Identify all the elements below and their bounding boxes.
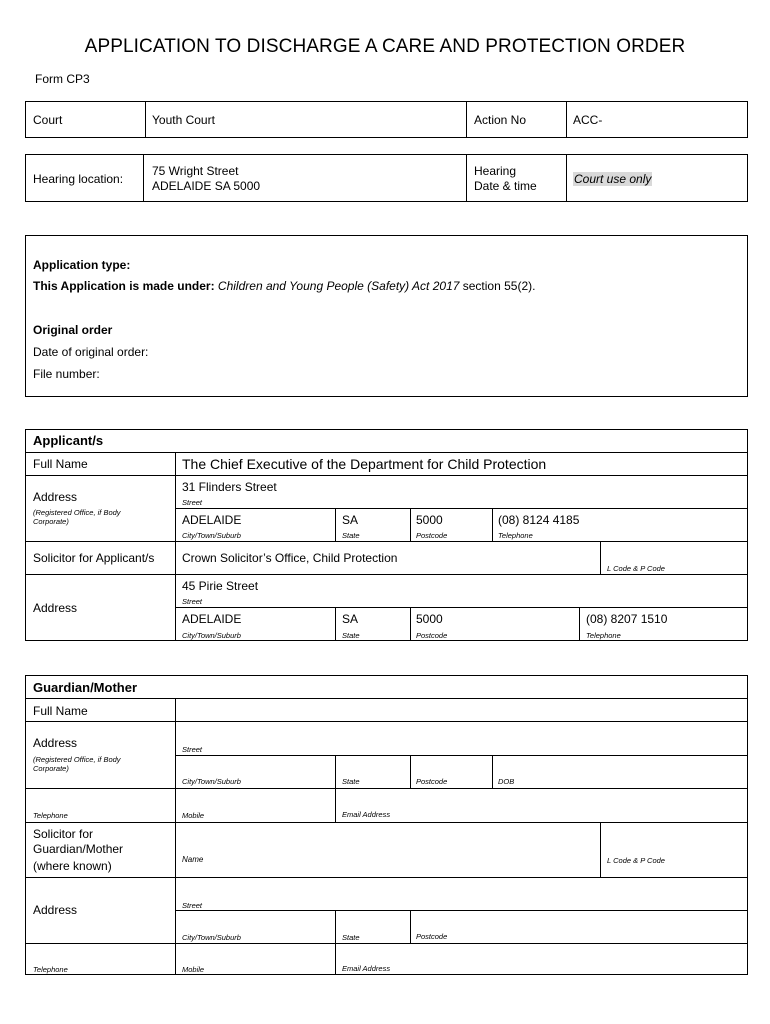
page-title: APPLICATION TO DISCHARGE A CARE AND PROTECTION ORDER [84, 36, 686, 57]
applicant-postcode[interactable]: 5000 [416, 513, 443, 527]
file-number-label: File number: [33, 367, 100, 381]
guardian-city-label: City/Town/Suburb [182, 777, 241, 786]
applicant-sol-telephone[interactable]: (08) 8207 1510 [586, 612, 668, 626]
made-under-line: This Application is made under: Children and Young People (Safety) Act 2017 section 55(2). [33, 279, 536, 293]
action-no-value[interactable]: ACC- [573, 113, 603, 127]
hearing-location-label: Hearing location: [33, 172, 124, 186]
hearing-dt-line2: Date & time [474, 179, 537, 193]
guardian-sol-state-label: State [342, 933, 360, 942]
applicant-sol-state[interactable]: SA [342, 612, 359, 626]
applicant-sol-street-label: Street [182, 597, 203, 606]
hearing-location-line1: 75 Wright Street [152, 164, 239, 178]
guardian-postcode-label: Postcode [416, 777, 448, 786]
guardian-address-note: (Registered Office, if Body Corporate) [33, 755, 121, 773]
guardian-state-label: State [342, 777, 360, 786]
guardian-sol-address-label: Address [33, 903, 78, 917]
applicant-address-note: (Registered Office, if Body Corporate) [33, 508, 121, 526]
applicant-sol-address-label: Address [33, 601, 78, 615]
act-section: section 55(2). [459, 279, 536, 293]
applicant-sol-city[interactable]: ADELAIDE [182, 612, 242, 626]
guardian-sol-mobile-label: Mobile [182, 965, 205, 974]
applicant-street-label: Street [182, 498, 203, 507]
applicant-sol-telephone-label: Telephone [586, 631, 621, 640]
guardian-address-label: Address [33, 736, 78, 750]
guardian-full-name-label: Full Name [33, 704, 88, 718]
act-name: Children and Young People (Safety) Act 2017 [217, 279, 460, 293]
court-value[interactable]: Youth Court [152, 113, 215, 127]
applicant-telephone-label: Telephone [498, 531, 533, 540]
applicant-state-label: State [342, 531, 360, 540]
guardian-dob-label: DOB [498, 777, 515, 786]
hearing-dt-line1: Hearing [474, 164, 517, 178]
hearing-location-line2: ADELAIDE SA 5000 [152, 179, 261, 193]
applicant-street[interactable]: 31 Flinders Street [182, 480, 277, 494]
guardian-sol-street-label: Street [182, 901, 203, 910]
guardian-heading: Guardian/Mother [33, 680, 138, 695]
guardian-solicitor-label-2: Guardian/Mother [33, 842, 124, 856]
applicant-city[interactable]: ADELAIDE [182, 513, 242, 527]
applicant-telephone[interactable]: (08) 8124 4185 [498, 513, 580, 527]
applicant-full-name-label: Full Name [33, 457, 88, 471]
application-type-label: Application type: [33, 258, 131, 272]
guardian-lcode-label: L Code & P Code [607, 856, 665, 865]
applicant-heading: Applicant/s [33, 433, 104, 448]
applicant-postcode-label: Postcode [416, 531, 448, 540]
guardian-street-label: Street [182, 745, 203, 754]
applicant-address-label: Address [33, 490, 78, 504]
court-use-only: Court use only [574, 172, 652, 186]
applicant-sol-city-label: City/Town/Suburb [182, 631, 241, 640]
applicant-full-name[interactable]: The Chief Executive of the Department for Child Protection [182, 456, 547, 472]
applicant-state[interactable]: SA [342, 513, 359, 527]
guardian-sol-email-label: Email Address [342, 964, 391, 973]
guardian-solicitor-label-1: Solicitor for [33, 827, 94, 841]
applicant-sol-state-label: State [342, 631, 360, 640]
applicant-sol-postcode-label: Postcode [416, 631, 448, 640]
original-order-label: Original order [33, 323, 113, 337]
guardian-solicitor-label-3: (where known) [33, 859, 112, 873]
guardian-solicitor-name-label: Name [182, 855, 204, 864]
form-number: Form CP3 [35, 72, 90, 86]
guardian-mobile-label: Mobile [182, 811, 205, 820]
original-order-date-label: Date of original order: [33, 345, 149, 359]
applicant-solicitor-label: Solicitor for Applicant/s [33, 551, 155, 565]
applicant-sol-street[interactable]: 45 Pirie Street [182, 579, 259, 593]
action-no-label: Action No [474, 113, 527, 127]
applicant-lcode-label: L Code & P Code [607, 564, 665, 573]
guardian-sol-telephone-label: Telephone [33, 965, 68, 974]
court-label: Court [33, 113, 63, 127]
guardian-email-label: Email Address [342, 810, 391, 819]
applicant-solicitor[interactable]: Crown Solicitor’s Office, Child Protection [182, 551, 398, 565]
applicant-city-label: City/Town/Suburb [182, 531, 241, 540]
guardian-telephone-label: Telephone [33, 811, 68, 820]
applicant-sol-postcode[interactable]: 5000 [416, 612, 443, 626]
guardian-sol-postcode-label: Postcode [416, 932, 448, 941]
guardian-sol-city-label: City/Town/Suburb [182, 933, 241, 942]
